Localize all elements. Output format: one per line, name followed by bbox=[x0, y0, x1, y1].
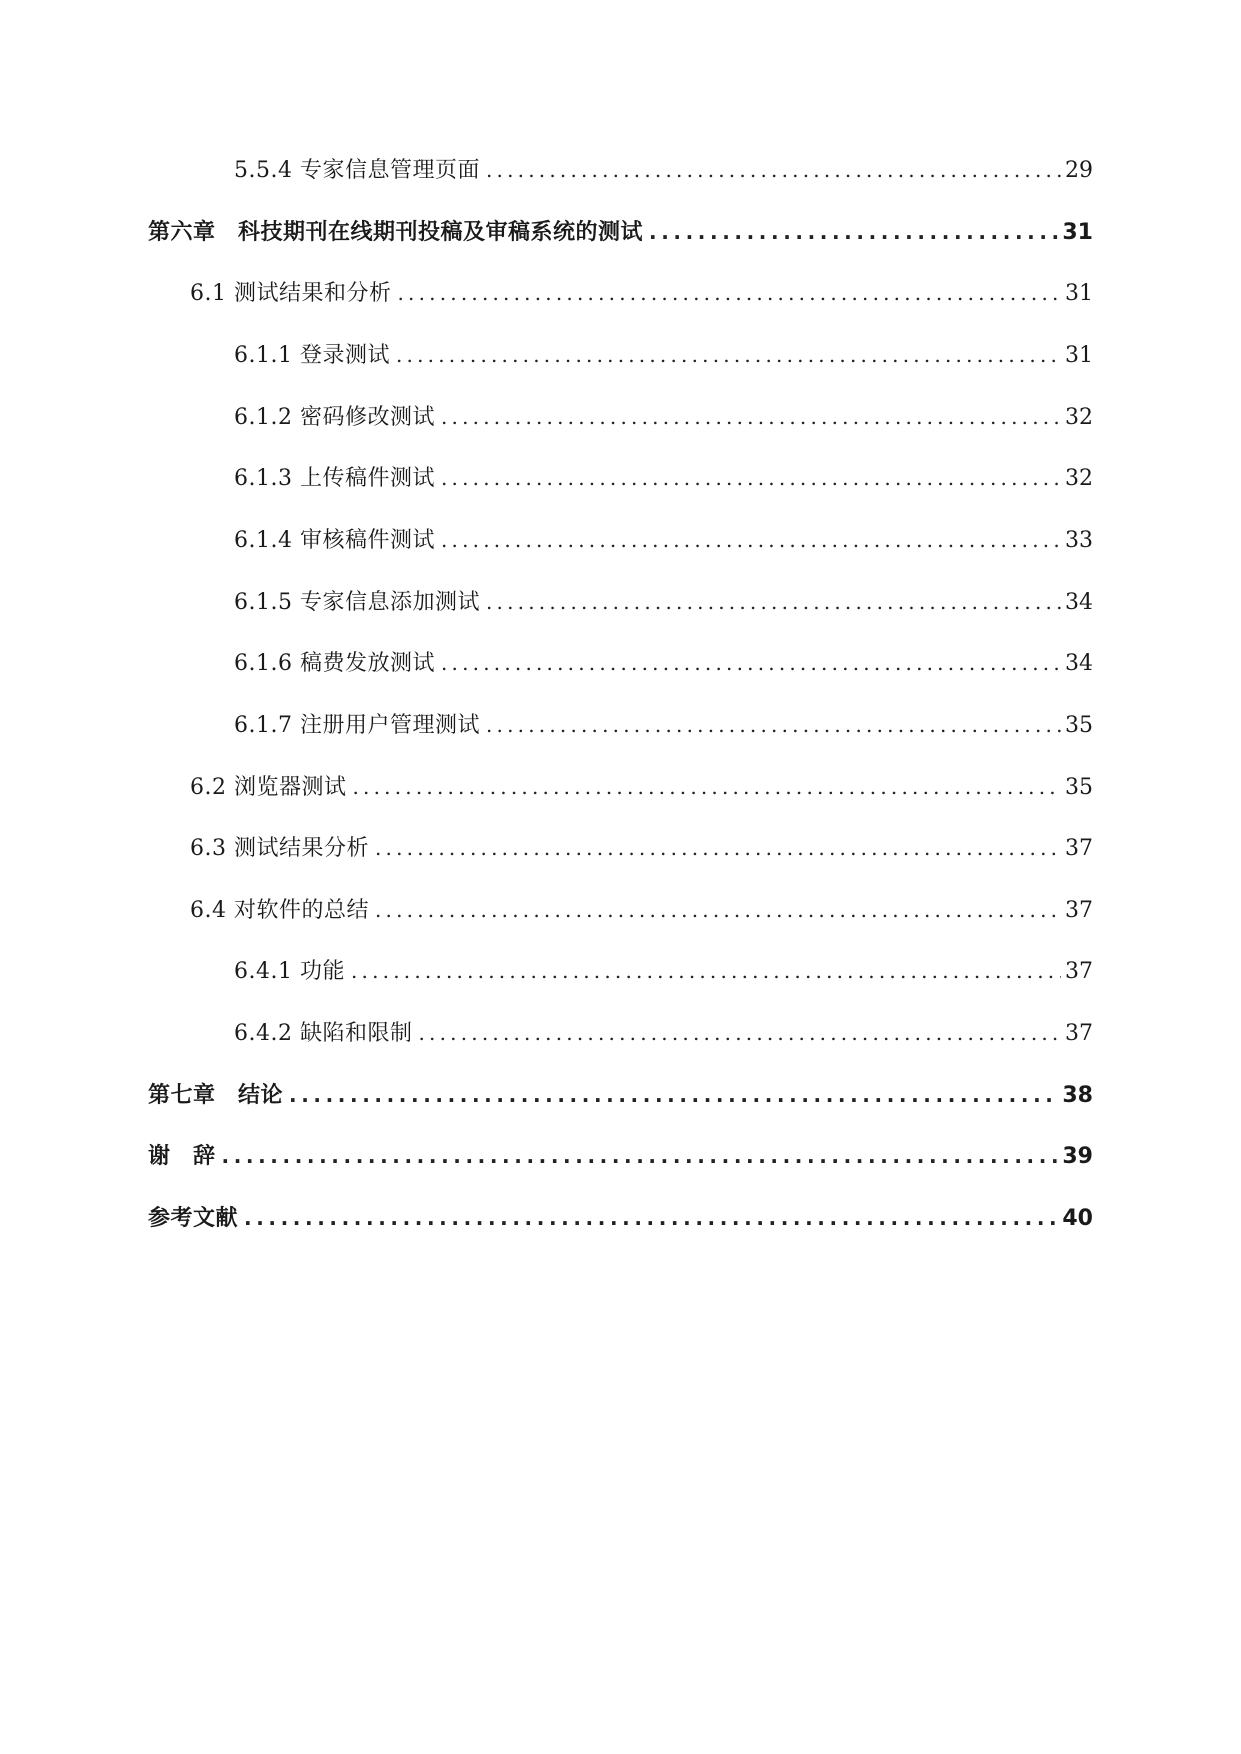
toc-entry-label: 6.1.2 密码修改测试 bbox=[234, 405, 435, 430]
toc-leader-dots bbox=[441, 399, 1061, 435]
toc-entry-page: 29 bbox=[1065, 158, 1093, 183]
toc-chapter-entry[interactable] bbox=[148, 1077, 1093, 1113]
toc-entry[interactable] bbox=[234, 152, 1093, 188]
toc-entry-page: 38 bbox=[1062, 1083, 1093, 1108]
toc-entry-page: 34 bbox=[1065, 590, 1093, 615]
toc-entry-label: 6.4.2 缺陷和限制 bbox=[234, 1021, 413, 1046]
toc-entry-label: 6.1.1 登录测试 bbox=[234, 343, 390, 368]
toc-entry-label: 6.1.5 专家信息添加测试 bbox=[234, 590, 480, 615]
toc-entry-label: 6.1.4 审核稿件测试 bbox=[234, 528, 435, 553]
toc-leader-dots bbox=[289, 1077, 1058, 1113]
toc-entry-page: 35 bbox=[1065, 775, 1093, 800]
toc-entry-page: 31 bbox=[1065, 343, 1093, 368]
toc-leader-dots bbox=[486, 152, 1061, 188]
toc-leader-dots bbox=[441, 522, 1061, 558]
toc-entry-label: 6.4.1 功能 bbox=[234, 959, 345, 984]
toc-entry-page: 32 bbox=[1065, 405, 1093, 430]
toc-leader-dots bbox=[441, 645, 1061, 681]
toc-entry-label: 6.3 测试结果分析 bbox=[190, 836, 369, 861]
toc-entry-page: 37 bbox=[1065, 898, 1093, 923]
toc-entry-page: 40 bbox=[1062, 1206, 1093, 1231]
toc-chapter-entry[interactable] bbox=[148, 1138, 1093, 1174]
toc-entry-label: 6.1.6 稿费发放测试 bbox=[234, 651, 435, 676]
toc-subsection-entry[interactable] bbox=[234, 1015, 1093, 1051]
toc-subsection-entry[interactable] bbox=[234, 953, 1093, 989]
toc-leader-dots bbox=[352, 769, 1061, 805]
toc-leader-dots bbox=[486, 584, 1061, 620]
toc-entry-label: 6.1.3 上传稿件测试 bbox=[234, 466, 435, 491]
toc-entry-page: 33 bbox=[1065, 528, 1093, 553]
toc-entry-label: 6.4 对软件的总结 bbox=[190, 898, 369, 923]
toc-entry-label: 6.1 测试结果和分析 bbox=[190, 281, 392, 306]
toc-section-entry[interactable] bbox=[190, 275, 1093, 311]
toc-leader-dots bbox=[375, 830, 1061, 866]
toc-entry-label: 5.5.4 专家信息管理页面 bbox=[234, 158, 480, 183]
toc-leader-dots bbox=[244, 1200, 1058, 1236]
toc-entry-label: 谢 辞 bbox=[148, 1144, 216, 1169]
toc-entry-label: 第六章 科技期刊在线期刊投稿及审稿系统的测试 bbox=[148, 220, 644, 245]
toc-leader-dots bbox=[375, 892, 1061, 928]
toc-entry-page: 37 bbox=[1065, 836, 1093, 861]
toc-entry-label: 参考文献 bbox=[148, 1206, 239, 1231]
toc-leader-dots bbox=[397, 275, 1061, 311]
toc-entry-page: 31 bbox=[1065, 281, 1093, 306]
toc-subsection-entry[interactable] bbox=[234, 584, 1093, 620]
toc-chapter-entry[interactable] bbox=[148, 214, 1093, 250]
toc-entry-page: 32 bbox=[1065, 466, 1093, 491]
toc-leader-dots bbox=[396, 337, 1061, 373]
toc-subsection-entry[interactable] bbox=[234, 337, 1093, 373]
toc-entry-page: 34 bbox=[1065, 651, 1093, 676]
toc-chapter-entry[interactable] bbox=[148, 1200, 1093, 1236]
toc-entry-page: 39 bbox=[1062, 1144, 1093, 1169]
toc-leader-dots bbox=[441, 460, 1061, 496]
toc-subsection-entry[interactable] bbox=[234, 707, 1093, 743]
toc-entry-label: 第七章 结论 bbox=[148, 1083, 284, 1108]
toc-entry-label: 6.1.7 注册用户管理测试 bbox=[234, 713, 480, 738]
toc-leader-dots bbox=[351, 953, 1061, 989]
toc-entry-label: 6.2 浏览器测试 bbox=[190, 775, 347, 800]
toc-section-entry[interactable] bbox=[190, 769, 1093, 805]
toc-subsection-entry[interactable] bbox=[234, 399, 1093, 435]
toc-section-entry[interactable] bbox=[190, 892, 1093, 928]
toc-section-entry[interactable] bbox=[190, 830, 1093, 866]
toc-entry-page: 31 bbox=[1062, 220, 1093, 245]
toc-leader-dots bbox=[418, 1015, 1061, 1051]
toc-entry-page: 35 bbox=[1065, 713, 1093, 738]
toc-subsection-entry[interactable] bbox=[234, 645, 1093, 681]
toc-leader-dots bbox=[222, 1138, 1059, 1174]
toc-subsection-entry[interactable] bbox=[234, 460, 1093, 496]
toc-entry-page: 37 bbox=[1065, 959, 1093, 984]
toc-entry-page: 37 bbox=[1065, 1021, 1093, 1046]
toc-subsection-entry[interactable] bbox=[234, 522, 1093, 558]
toc-leader-dots bbox=[649, 214, 1058, 250]
toc-leader-dots bbox=[486, 707, 1061, 743]
